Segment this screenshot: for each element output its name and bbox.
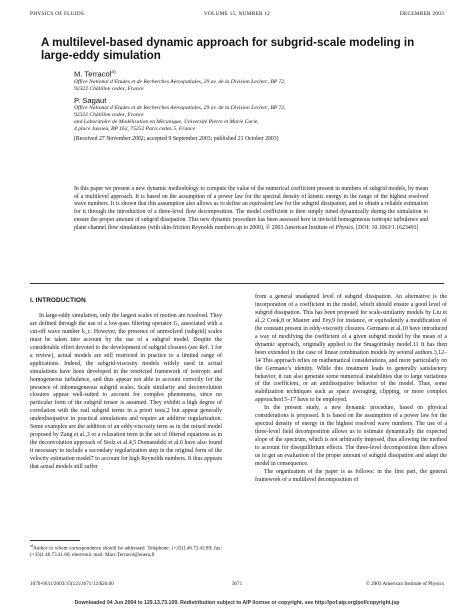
section-heading: I. INTRODUCTION [30,297,86,304]
author-name: P. Sagaut [74,95,107,105]
footnote-divider [30,540,80,541]
copyright-notice: © 2003 American Institute of Physics [365,581,444,587]
body-paragraph: The organization of the paper is as follows: in the first part, the general framework of a multilevel decomposition of [255,468,447,483]
author-name: M. Terracol$^{a)}$ [74,69,116,79]
page-footer [30,581,444,589]
right-column [255,294,447,485]
abstract-journal: Physics. [335,224,355,231]
received-dates: (Received 27 November 2002; accepted 9 September 2003; published 21 October 2003) [74,135,279,142]
article-code: 1070-6631/2003/15(12)/3671/12/$20.00 [30,581,114,587]
issue-date: DECEMBER 2003 [399,11,444,17]
footnote-text: Author to whom correspondence should be addressed. Telephone: (+33)1.46.73.42.89; fax: (+33)1.46.73.41.66; electronic mail: Marc.Terracol@onera.fr [30,545,222,559]
author-affiliation: Office National d’Etudes et de Recherches Aérospatiales, 29 av. de la Division Leclerc, BP 72, 92322 Châtillon cedex, France and Laboratoire de Modélisation en Mécanique, Université Pierre et Marie Curie, 4 place Jussieu, BP 162, 75252 Paris cedex 5, France [74,104,286,132]
abstract [74,186,428,232]
page-number: 3671 [231,581,243,587]
body-paragraph: from a general unadapted level of subgrid dissipation. An alternative is the incorporation of a coefficient in the model, which should ensure a good level of subgrid dissipation. This has been proposed for scale-similarity models by Liu et al.,2 Cook,8 or Maurer and Fey,9 for instance, or equivalently a modification of the constant present in eddy-viscosity closures. Germano et al.10 have introduced a way of modifying the coefficient of a given subgrid model by the mean of a dynamic approach, originally applied to the Smagorinsky model.11 It has then been extended to the case of linear combination models by several authors.3,12–14 This approach relies on mathematical considerations, and more particularly on the Germano’s identity. While this treatment leads to generally satisfactory behavior, it can also generate some numerical instabilities due to large variations of the coefficient, or an antidissipative behavior of the model. Thus, some stabilization techniques such as space averaging, clipping, or more complex approaches15–17 have to be employed. [255,294,447,404]
body-paragraph: In the present study, a new dynamic procedure, based on physical considerations is proposed. It is based on the assumption of a power law for the spectral density of energy in the highest resolved wave numbers. The use of a three-level field decomposition allows us to estimate dynamically the expected slope of the spectrum, which is not arbitrarily imposed, thus allowing the method to account for disequilibrium effects. The three-level decomposition then allows us to get an evaluation of the proper amount of subgrid dissipation and adapt the model in consequence. [255,405,447,468]
left-column [30,294,222,472]
running-header [30,11,444,19]
journal-name: PHYSICS OF FLUIDS [30,11,85,17]
download-notice[interactable]: Downloaded 04 Jun 2004 to 129.13.73.109. Redistribution subject to AIP license or copyright, see http://pof.aip.org/pof/copyright.jsp [74,600,400,606]
footnote [30,543,222,559]
body-paragraph: In large-eddy simulation, only the largest scales of motion are resolved. They are defined through the use of a low-pass filtering operator G, associated with a cut-off wave number k_c. However, the presence of unresolved (subgrid) scales must be taken into account by the use of a subgrid model. Despite the considerable effort devoted to the development of subgrid closures (see Ref. 1 for a review), actual models are still restricted in practice to a limited range of applications. Indeed, the subgrid-viscosity models widely used in actual simulations have been developed in the restricted framework of isotropic and homogeneous turbulence, and thus appear not able to account correctly for the presence of inhomogeneous subgrid scales. Scale similarity and deconvolution closures appear well-suited to account for complex phenomena, since no particular form of the subgrid tensor is assumed. They exhibit a high degree of correlation with the real subgrid terms in a priori tests,2 but appear generally underdissipative in practical simulations and require an additive regularization. Some examples are the addition of an eddy-viscosity term as in the mixed model proposed by Zang et al.,3 or a relaxation term in the set of filtered equations as in the deconvolution approach of Stolz et al.4,5 Domaradzki et al.6 have also found it necessary to include a secondary regularization step in the original form of the velocity estimation model7 to account for high Reynolds numbers. It thus appears that actual models still suffer [30,312,222,471]
article-title: A multilevel-based dynamic approach for subgrid-scale modeling in large-eddy simulation [41,36,415,62]
section-divider [30,283,444,284]
abstract-text: In this paper we present a new dynamic methodology to compute the value of the numerical coefficient present in numbers of subgrid models, by mean of a multilevel approach. It is based on the assumption of a power law for the spectral density of kinetic energy in the range of the highest resolved wave numbers. It is shown that this assumption also allows us to define an equivalent law for the subgrid dissipation, and to obtain a reliable estimation for it through the introduction of a three-level flow decomposition. The model coefficient is then simply tuned dynamically during the simulation to ensure the proper amount of subgrid dissipation. This new dynamic procedure has been assessed here in inviscid homogeneous isotropic turbulence and plane channel flow simulations (with skin-friction Reynolds numbers up to 2000). © 2003 American Institute of [74,186,428,231]
footnote-mark: a) [30,543,34,548]
author-affiliation: Office National d’Etudes et de Recherches Aérospatiales, 29 av. de la Division Leclerc, BP 72, 92322 Châtillon cedex, France [74,78,286,92]
footnote-mark: a) [111,70,116,75]
volume-number: VOLUME 15, NUMBER 12 [203,11,271,17]
doi-link[interactable]: [DOI: 10.1063/1.1623491] [356,224,419,231]
author-block [74,68,434,143]
